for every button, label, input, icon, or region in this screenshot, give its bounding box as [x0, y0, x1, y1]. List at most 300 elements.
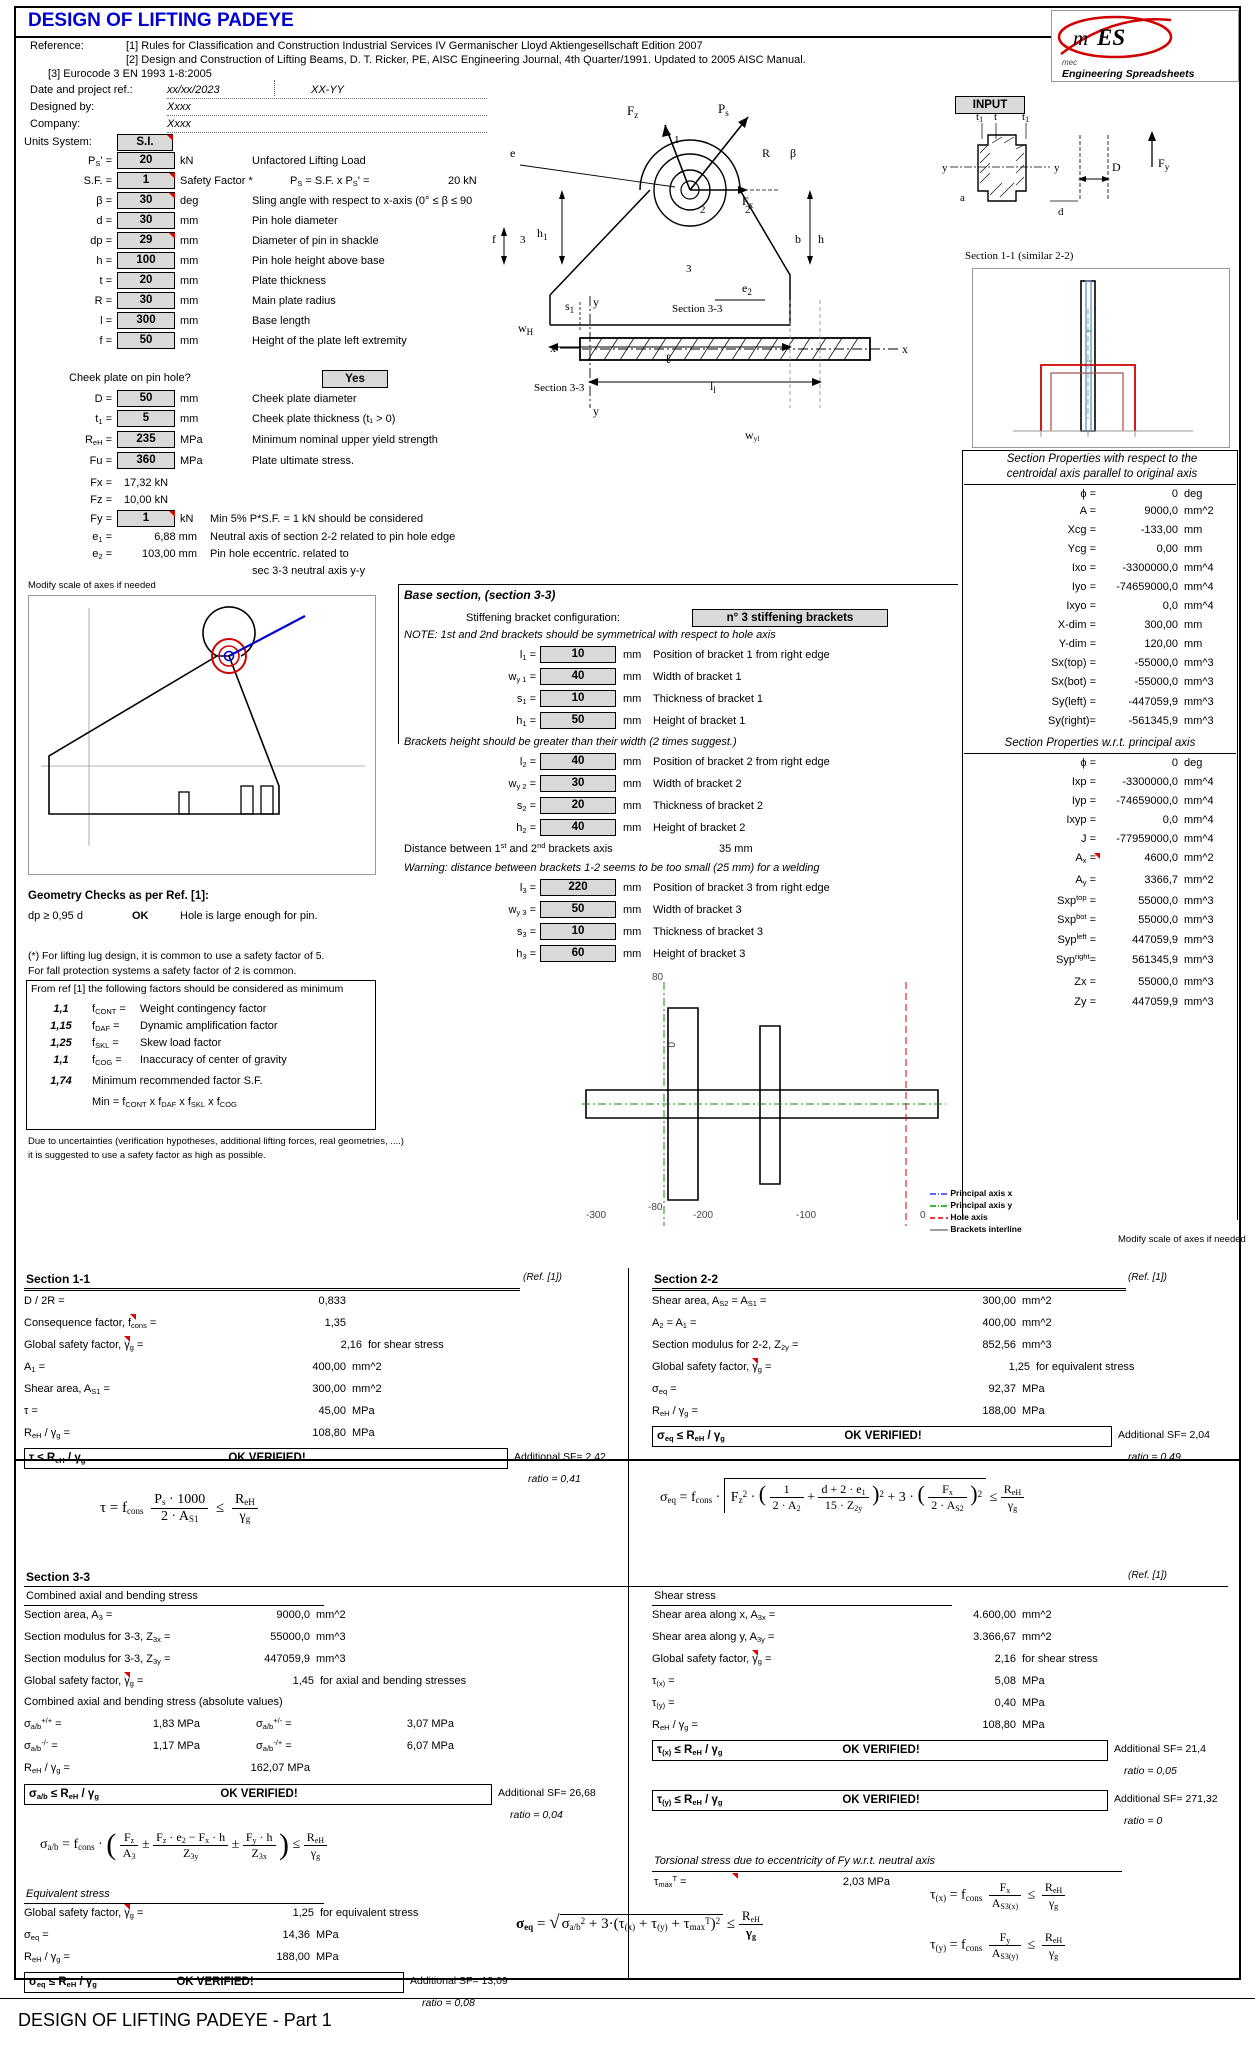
svg-text:Fz: $F_z$ — [627, 103, 639, 120]
svg-text:wH: $w_H$ — [518, 321, 534, 337]
s11-value-1: 1,35 — [324, 1317, 346, 1329]
bracket-desc-wy3: Width of bracket 3 — [653, 904, 742, 916]
s33-reh-label: $R_{eH} / \gamma_g$ = — [24, 1762, 70, 1775]
logo-sub2: Engineering Spreadsheets — [1062, 68, 1195, 80]
bracket-field-wy3[interactable] — [540, 901, 616, 918]
eqs-sf: Additional SF= 13,09 — [410, 1975, 508, 1987]
safety-note-line3: From ref [1] the following factors should be considered as minimum — [31, 983, 344, 995]
min-factor-value: 1,74 — [50, 1075, 72, 1087]
eqs-value-1: 14,36 — [282, 1929, 310, 1941]
factor-value-1: 1,15 — [50, 1020, 72, 1032]
s33l-value-2: 447059,9 — [264, 1653, 310, 1665]
bracket-row-h3 — [398, 944, 958, 966]
bracket-label-wy3: $w_{y 3}$ = — [508, 904, 536, 917]
input-field-fu[interactable] — [117, 452, 175, 469]
prop-sym: Ixyo = — [1066, 600, 1096, 612]
bracket-field-wy1[interactable] — [540, 668, 616, 685]
eqs-label-2: $R_{eH} / \gamma_g$ = — [24, 1951, 70, 1964]
input-label-fy: Fy = — [90, 513, 112, 525]
s33r-label-3: $\tau_{(x)}$ = — [652, 1675, 675, 1688]
bracket-note-2: Brackets height should be greater than their width (2 times suggest.) — [404, 736, 737, 748]
factor-desc-3: Inaccuracy of center of gravity — [140, 1054, 287, 1066]
eqs-label-0: Global safety factor, $\gamma_g$ = — [24, 1907, 143, 1919]
svg-text:3: 3 — [686, 263, 692, 275]
bracket-distance-value: 35 mm — [719, 843, 753, 855]
s33l-value-1: 55000,0 — [270, 1631, 310, 1643]
svg-text:h1: $h_1$ — [537, 226, 548, 242]
s33l-label-2: Section modulus for 3-3, $Z_{3y}$ = — [24, 1653, 171, 1666]
s33l-label-1: Section modulus for 3-3, $Z_{3x}$ = — [24, 1631, 171, 1644]
bracket-field-s2[interactable] — [540, 797, 616, 814]
input-row-fu — [0, 452, 520, 472]
input-value-R: 30 — [139, 294, 153, 306]
cheek-plate-toggle[interactable]: Yes — [322, 370, 388, 388]
bracket-value-s2: 20 — [571, 799, 585, 811]
prop-val: -561345,9 — [1128, 715, 1178, 727]
prop-sym-ax: $A_x$ = — [964, 852, 1096, 864]
svg-text:t1: t1 — [976, 111, 984, 124]
input-row-reh — [0, 431, 520, 451]
bracket-config-value[interactable]: n° 3 stiffening brackets — [692, 609, 888, 627]
input-field-D[interactable] — [117, 390, 175, 407]
s11-unit-2: for shear stress — [368, 1339, 444, 1351]
torsional-value: 2,03 MPa — [842, 1876, 890, 1888]
project-value[interactable]: XX-YY — [311, 84, 345, 96]
input-field-t1[interactable] — [117, 410, 175, 427]
svg-text:ℓ: ℓ — [665, 351, 672, 366]
s33l-label-0: Section area, $A_3$ = — [24, 1609, 113, 1622]
prop-unit: mm^3 — [1184, 895, 1214, 907]
s33-right-subtitle: Shear stress — [654, 1590, 716, 1602]
s33l-row-1 — [24, 1630, 584, 1648]
legend-label: Brackets interline — [950, 1224, 1022, 1234]
designed-by-value[interactable]: Xxxx — [167, 101, 191, 113]
input-desc-h: Pin hole height above base — [252, 255, 385, 267]
s11-value-4: 300,00 — [312, 1383, 346, 1395]
input-unit-t1: mm — [180, 413, 199, 425]
svg-text:s1: $s_1$ — [565, 299, 575, 315]
prop-unit: mm^4 — [1184, 600, 1214, 612]
input-desc-R: Main plate radius — [252, 295, 336, 307]
s33-reh-value: 162,07 MPa — [250, 1762, 310, 1774]
s33-stress-grid-r1c1-sym: $\sigma_{a/b}^{-/+}$ = — [256, 1738, 292, 1753]
input-field-reh[interactable] — [117, 431, 175, 448]
s22-value-4: 92,37 — [988, 1383, 1016, 1395]
s11-label-6: $R_{eH} / \gamma_g$ = — [24, 1427, 70, 1440]
s22-label-4: $\sigma_{eq}$ = — [652, 1383, 677, 1396]
torsional-title: Torsional stress due to eccentricity of Fy w.r.t. neutral axis — [654, 1855, 936, 1867]
bracket-field-l2[interactable] — [540, 753, 616, 770]
s11-unit-6: MPa — [352, 1427, 375, 1439]
svg-text:-100: -100 — [796, 1210, 817, 1221]
bracket-label-s3: $s_3$ = — [516, 926, 536, 939]
s22-formula: $\sigma_{eq} = f_{cons} \cdot F_z^2$ · ( $\frac{1}{2 \cdot A_2}$ + $\frac{d + 2 \cdot e_1}{15 \cdot Z_{2y}}$ )$^2$ + 3 · ( $\frac{F_x}{2 \cdot A_{S2}}$ )$^2$ ≤ $\frac{R_{eH}}{\gamma_g}$ — [660, 1478, 1024, 1513]
section-1-1-title: Section 1-1 — [26, 1272, 91, 1286]
company-label: Company: — [30, 118, 81, 130]
input-field-l[interactable] — [117, 312, 175, 329]
bracket-field-l1[interactable] — [540, 646, 616, 663]
section-profile-plot[interactable] — [568, 968, 958, 1243]
prop-unit: mm^2 — [1184, 852, 1214, 864]
input-value-fy: 1 — [142, 512, 150, 524]
s22-label-1: $A_2 = A_1$ = — [652, 1317, 697, 1330]
s33-sf-x: Additional SF= 21,4 — [1114, 1743, 1206, 1755]
eqs-ratio: ratio = 0,08 — [422, 1997, 475, 2009]
input-field-sf[interactable] — [117, 172, 175, 189]
eqs-row-2 — [24, 1950, 624, 1968]
prop-sym: ϕ = — [1080, 488, 1096, 500]
factor-sym-3: $f_{COG}$ = — [92, 1054, 122, 1067]
bracket-unit-h2: mm — [623, 822, 642, 834]
prop-val: 55000,0 — [1138, 976, 1178, 988]
s22-value-5: 188,00 — [982, 1405, 1016, 1417]
svg-text:a: a — [960, 192, 965, 204]
bracket-row-wy2 — [398, 774, 958, 796]
s11-value-5: 45,00 — [318, 1405, 346, 1417]
s11-value-6: 108,80 — [312, 1427, 346, 1439]
section-3-3-rule — [24, 1586, 1228, 1587]
s11-row-5 — [24, 1404, 554, 1422]
bracket-unit-wy1: mm — [623, 671, 642, 683]
prop-sym-sypleft: Syp$^{left}$ = — [1057, 932, 1096, 946]
svg-text:Section 3-3: Section 3-3 — [672, 303, 723, 315]
bracket-note-1: NOTE: 1st and 2nd brackets should be symmetrical with respect to hole axis — [404, 629, 776, 641]
prop-row — [964, 976, 1236, 993]
svg-text:h: h — [818, 232, 824, 246]
prop-val: -447059,9 — [1128, 696, 1178, 708]
prop-unit: mm^2 — [1184, 505, 1214, 517]
input-row-beta — [0, 192, 520, 212]
prop-row — [964, 488, 1236, 505]
factor-value-3: 1,1 — [53, 1054, 69, 1066]
input-label-beta: β = — [96, 195, 112, 207]
prop-sym-sypright: Syp$^{right}$= — [1056, 952, 1096, 966]
geometry-check-note: Hole is large enough for pin. — [180, 910, 318, 922]
input-row-l — [0, 312, 520, 332]
s33-right-rule — [652, 1605, 952, 1606]
date-dotted-sep — [274, 80, 275, 96]
s33l-unit-1: mm^3 — [316, 1631, 346, 1643]
s33-stress-grid-r1c1-val: 6,07 MPa — [406, 1740, 454, 1752]
comment-flag-icon — [167, 135, 173, 141]
s33-sf-y: Additional SF= 271,32 — [1114, 1793, 1218, 1805]
input-value-sf: 1 — [142, 174, 150, 186]
bracket-label-h3: $h_3$ = — [516, 948, 536, 961]
bracket-label-s1: $s_1$ = — [516, 693, 536, 706]
svg-text:β: β — [790, 146, 797, 160]
bracket-row-s2 — [398, 796, 958, 818]
svg-text:2: 2 — [745, 204, 751, 216]
bracket-config-label: Stiffening bracket configuration: — [466, 612, 620, 624]
bracket-label-h2: $h_2$ = — [516, 822, 536, 835]
bracket-value-h3: 60 — [571, 947, 585, 959]
prop-row-sypright — [964, 954, 1236, 971]
s22-row-0 — [652, 1294, 1212, 1312]
prop-sym: J = — [1081, 833, 1096, 845]
s33-stress-grid-r0c0-val: 1,83 MPa — [152, 1718, 200, 1730]
profile-ytick-mid: 0 — [665, 1042, 676, 1048]
svg-text:t1: t1 — [1022, 111, 1030, 124]
s22-unit-2: mm^3 — [1022, 1339, 1052, 1351]
logo-graphic — [1053, 12, 1237, 62]
s33-verdict-box-x — [652, 1740, 1108, 1761]
prop-unit: mm — [1184, 543, 1203, 555]
input-field-beta[interactable] — [117, 192, 175, 209]
svg-text:1: 1 — [674, 134, 680, 146]
svg-text:x: x — [902, 342, 908, 356]
bracket-field-wy2[interactable] — [540, 775, 616, 792]
input-value-fu: 360 — [136, 454, 156, 466]
prop-val: 447059,9 — [1132, 934, 1178, 946]
units-system-input[interactable] — [117, 134, 173, 151]
bracket-field-l3[interactable] — [540, 879, 616, 896]
s33r-row-4 — [652, 1696, 1212, 1714]
safety-footer-2: it is suggested to use a safety factor as high as possible. — [28, 1150, 266, 1161]
s11-value-0: 0,833 — [318, 1295, 346, 1307]
s33r-value-3: 5,08 — [994, 1675, 1016, 1687]
prop-unit: mm^3 — [1184, 715, 1214, 727]
input-unit-f: mm — [180, 335, 199, 347]
prop-row — [964, 543, 1236, 560]
bracket-label-h1: $h_1$ = — [516, 715, 536, 728]
bracket-label-l3: $l_3$ = — [519, 882, 536, 895]
svg-text:d: d — [1058, 206, 1064, 218]
prop-row — [964, 657, 1236, 674]
prop-sym: A = — [1079, 505, 1096, 517]
input-value-t1: 5 — [142, 412, 150, 424]
reference-1: [1] Rules for Classification and Construction Industrial Services IV Germanischer Lloyd Aktiengesellschaft Edition 2007 — [126, 40, 703, 52]
input-badge: INPUT — [955, 96, 1025, 114]
s11-row-2 — [24, 1338, 554, 1356]
prop-val: 0 — [1171, 488, 1178, 500]
section-3-3-ref: (Ref. [1]) — [1128, 1570, 1167, 1581]
eqs-verdict-text: OK VERIFIED! — [176, 1976, 254, 1988]
s33r-label-0: Shear area along x, $A_{3x}$ = — [652, 1609, 776, 1622]
input-field-h[interactable] — [117, 252, 175, 269]
input-value-f: 50 — [139, 334, 153, 346]
bracket-field-h2[interactable] — [540, 819, 616, 836]
prop-val: 120,00 — [1144, 638, 1178, 650]
s33r-unit-3: MPa — [1022, 1675, 1045, 1687]
company-value[interactable]: Xxxx — [167, 118, 191, 130]
prop-row — [964, 638, 1236, 655]
computed-value-fz: 10,00 kN — [124, 494, 169, 506]
s33r-row-5 — [652, 1718, 1212, 1736]
s33l-unit-2: mm^3 — [316, 1653, 346, 1665]
svg-text:R: R — [762, 146, 771, 160]
min-factor-formula: Min = $f_{CONT}$ x $f_{DAF}$ x $f_{SKL}$ x $f_{COG}$ — [92, 1096, 237, 1109]
prop-row-sypleft — [964, 934, 1236, 951]
prop-sym: Sx(bot) = — [1051, 676, 1096, 688]
svg-text:y: y — [593, 295, 599, 309]
factor-sym-0: $f_{CONT}$ = — [92, 1003, 126, 1016]
legend-label: Principal axis x — [950, 1188, 1013, 1198]
s33l-row-3 — [24, 1674, 624, 1692]
svg-text:D: D — [1112, 160, 1121, 174]
prop-val: 561345,9 — [1132, 954, 1178, 966]
section-1-1-diagram — [930, 105, 1230, 245]
bracket-row-h2 — [398, 818, 958, 840]
bracket-label-l1: $l_1$ = — [519, 649, 536, 662]
prop-row — [964, 833, 1236, 850]
input-desc-dp: Diameter of pin in shackle — [252, 235, 379, 247]
s11-value-2: 2,16 — [340, 1339, 362, 1351]
equivalent-stress-rule — [24, 1903, 324, 1904]
section-3-3-caption: Section 3-3 — [534, 382, 585, 394]
prop-unit: mm^3 — [1184, 657, 1214, 669]
svg-text:f: f — [492, 232, 496, 246]
bracket-field-s1[interactable] — [540, 690, 616, 707]
s33r-label-4: $\tau_{(y)}$ = — [652, 1697, 675, 1710]
s22-unit-5: MPa — [1022, 1405, 1045, 1417]
company-underline — [167, 132, 487, 133]
s33-left-rule — [24, 1605, 324, 1606]
prop-row — [964, 524, 1236, 541]
section-1-1-ref: (Ref. [1]) — [523, 1272, 562, 1283]
input-field-f[interactable] — [117, 332, 175, 349]
svg-text:y: y — [1054, 162, 1060, 174]
input-field-t[interactable] — [117, 272, 175, 289]
input-label-sf: S.F. = — [83, 175, 112, 187]
prop-row-ax — [964, 852, 1236, 872]
factor-desc-0: Weight contingency factor — [140, 1003, 267, 1015]
factor-desc-2: Skew load factor — [140, 1037, 222, 1049]
s11-unit-3: mm^2 — [352, 1361, 382, 1373]
prop-val: -133,00 — [1140, 524, 1178, 536]
prop-unit: mm^4 — [1184, 814, 1214, 826]
section-properties-divider — [964, 484, 1236, 485]
bracket-desc-h1: Height of bracket 1 — [653, 715, 746, 727]
prop-val: -55000,0 — [1134, 676, 1178, 688]
s22-value-0: 300,00 — [982, 1295, 1016, 1307]
input-value-dp: 29 — [139, 234, 153, 246]
prop-unit: mm — [1184, 524, 1203, 536]
s11-verdict-expr: $\tau \le R_{eH} / \gamma_g$ — [29, 1452, 86, 1465]
section-2-2-ref: (Ref. [1]) — [1128, 1272, 1167, 1283]
svg-text:t: t — [994, 111, 998, 123]
input-field-d[interactable] — [117, 212, 175, 229]
safety-note-line2: For fall protection systems a safety factor of 2 is common. — [28, 965, 297, 977]
date-value[interactable]: xx/xx/2023 — [167, 84, 220, 96]
distance-post: brackets axis — [545, 843, 613, 855]
bracket-row-l1 — [398, 645, 958, 667]
section-properties-divider-2 — [964, 753, 1236, 754]
input-value-t: 20 — [139, 274, 153, 286]
min-factor-label: Minimum recommended factor S.F. — [92, 1075, 263, 1087]
input-unit-t: mm — [180, 275, 199, 287]
comment-flag-icon — [752, 1358, 758, 1364]
prop-unit: mm^4 — [1184, 833, 1214, 845]
s11-verdict-text: OK VERIFIED! — [228, 1452, 306, 1464]
prop-sym: Ixyp = — [1066, 814, 1096, 826]
s33-stress-grid-r0c1-sym: $\sigma_{a/b}^{+/-}$ = — [256, 1716, 292, 1731]
input-field-dp[interactable] — [117, 232, 175, 249]
bracket-unit-h3: mm — [623, 948, 642, 960]
comment-flag-icon — [169, 193, 175, 199]
s22-unit-4: MPa — [1022, 1383, 1045, 1395]
s22-row-2 — [652, 1338, 1212, 1356]
s33l-row-2 — [24, 1652, 584, 1670]
s33-verdict-box-y — [652, 1790, 1108, 1811]
bracket-field-h3[interactable] — [540, 945, 616, 962]
input-desc-d: Pin hole diameter — [252, 215, 338, 227]
bracket-row-wy1 — [398, 667, 958, 689]
bracket-field-s3[interactable] — [540, 923, 616, 940]
s33-verdict-expr-y: $\tau_{(y)} \le R_{eH} / \gamma_g$ — [657, 1794, 723, 1807]
bracket-field-h1[interactable] — [540, 712, 616, 729]
prop-row — [964, 814, 1236, 831]
input-value-h: 100 — [136, 254, 156, 266]
comment-flag-icon — [130, 1314, 136, 1320]
s22-unit-3: for equivalent stress — [1036, 1361, 1135, 1373]
svg-text:Fx: $F_x$ — [742, 194, 754, 210]
legend-swatch-brackets-interline — [930, 1226, 948, 1234]
s11-value-3: 400,00 — [312, 1361, 346, 1373]
s33r-unit-1: mm^2 — [1022, 1631, 1052, 1643]
prop-unit: mm^3 — [1184, 934, 1214, 946]
section-2-2-title: Section 2-2 — [654, 1272, 719, 1286]
comment-flag-icon — [169, 173, 175, 179]
bracket-row-s1 — [398, 689, 958, 711]
prop-row — [964, 696, 1236, 713]
prop-val: 0,0 — [1162, 600, 1178, 612]
input-field-ps[interactable] — [117, 152, 175, 169]
prop-row — [964, 581, 1236, 598]
s33r-row-2 — [652, 1652, 1252, 1670]
prop-sym-ay: $A_y$ = — [1075, 874, 1096, 887]
input-row-sf — [0, 172, 520, 192]
input-unit-reh: MPa — [180, 434, 203, 446]
s22-row-1 — [652, 1316, 1212, 1334]
computed-desc-e2: Pin hole eccentric. related to — [210, 548, 349, 560]
prop-unit: mm^4 — [1184, 562, 1214, 574]
input-label-d: d = — [96, 215, 112, 227]
input-field-fy[interactable] — [117, 510, 175, 527]
geometry-plot[interactable] — [28, 595, 376, 875]
s33r-value-2: 2,16 — [994, 1653, 1016, 1665]
tau-y-formula: $\tau_{(y)} = f_{cons}$ $\frac{F_y}{A_{S3(y)}}$ ≤ $\frac{R_{eH}}{\gamma_g}$ — [930, 1930, 1068, 1961]
footer-rule — [0, 1998, 1255, 1999]
prop-sym: Ixo = — [1071, 562, 1096, 574]
s11-label-3: $A_1$ = — [24, 1361, 45, 1374]
input-label-f: f = — [99, 335, 112, 347]
input-row-t1 — [0, 410, 520, 430]
svg-text:e: e — [510, 146, 516, 160]
s22-value-2: 852,56 — [982, 1339, 1016, 1351]
s33-ratio-y: ratio = 0 — [1124, 1815, 1163, 1827]
s11-ratio: ratio = 0,41 — [528, 1473, 581, 1485]
s33-stress-grid-r0c1-val: 3,07 MPa — [406, 1718, 454, 1730]
s33r-label-5: $R_{eH} / \gamma_g$ = — [652, 1719, 698, 1732]
section-properties-title-1: Section Properties with respect to the — [1006, 453, 1198, 465]
prop-row-sxptop — [964, 895, 1236, 912]
legend-item-2 — [930, 1212, 988, 1222]
s33r-label-1: Shear area along y, $A_{3y}$ = — [652, 1631, 775, 1644]
comment-flag-icon — [752, 1650, 758, 1656]
s11-sf: Additional SF= 2,42 — [514, 1451, 606, 1463]
input-value-l: 300 — [136, 314, 156, 326]
section-2-2-rule — [652, 1288, 1126, 1291]
input-desc-ps: Unfactored Lifting Load — [252, 155, 366, 167]
input-field-R[interactable] — [117, 292, 175, 309]
legend-label: Hole axis — [950, 1212, 988, 1222]
prop-sym-sxpbot: Sxp$^{bot}$ = — [1057, 912, 1096, 926]
prop-val: -3300000,0 — [1122, 776, 1178, 788]
legend-swatch-principal-x — [930, 1190, 948, 1198]
page-title: DESIGN OF LIFTING PADEYE — [28, 10, 294, 31]
s22-sf: Additional SF= 2,04 — [1118, 1429, 1210, 1441]
designed-by-label: Designed by: — [30, 101, 95, 113]
